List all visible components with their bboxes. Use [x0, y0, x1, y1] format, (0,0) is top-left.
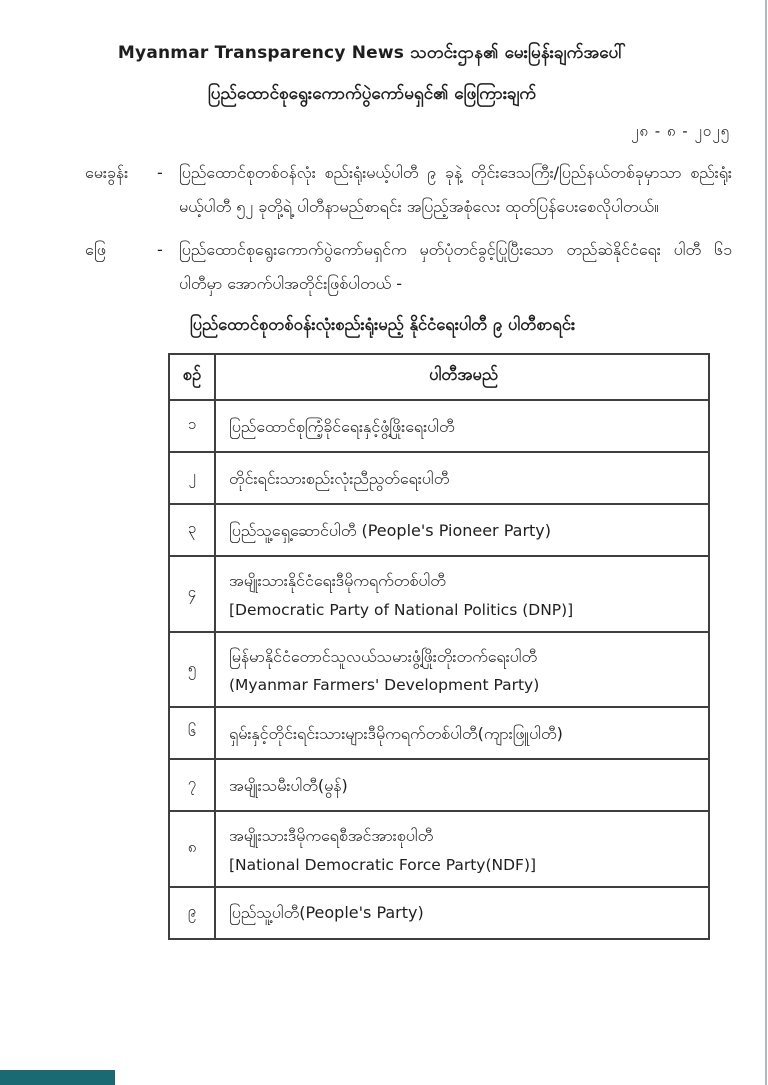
row-serial-number: ၇ [169, 759, 215, 811]
document-title [52, 42, 692, 108]
question-dash: - [157, 163, 163, 182]
title-line-2: ပြည်ထောင်စုရွေးကောက်ပွဲကော်မရှင်၏ ဖြေကြားချက် [207, 84, 537, 104]
page-edge-line [765, 0, 767, 1085]
party-name-burmese: ပြည်သူ့ရှေ့ဆောင်ပါတီ (People's Pioneer Party) [229, 520, 552, 540]
table-row [169, 707, 709, 759]
column-header-party-name: ပါတီအမည် [215, 354, 709, 400]
row-party-name [215, 452, 709, 504]
bottom-left-accent-bar [0, 1070, 115, 1085]
question-label: မေးခွန်း [85, 163, 129, 182]
table-header [169, 354, 709, 400]
table-row [169, 504, 709, 556]
row-serial-number: ၄ [169, 556, 215, 632]
party-name-burmese: အမျိုးသားဒီမိုကရေစီအင်အားစုပါတီ [229, 826, 434, 846]
party-name-burmese: အမျိုးသားနိုင်ငံရေးဒီမိုကရက်တစ်ပါတီ [229, 571, 446, 591]
party-list-table [168, 353, 710, 940]
title-line-1: Myanmar Transparency News သတင်းဌာန၏ မေးမြန်းချက်အပေါ် [117, 43, 627, 63]
party-name-english: (Myanmar Farmers' Development Party) [229, 676, 540, 695]
table-row [169, 556, 709, 632]
column-header-serial: စဉ် [169, 354, 215, 400]
answer-label: ဖြေ [85, 240, 106, 260]
question-row [0, 156, 768, 223]
row-party-name [215, 887, 709, 939]
answer-row [0, 233, 768, 300]
row-party-name [215, 759, 709, 811]
row-serial-number: ၁ [169, 400, 215, 452]
document-date: ၂၈ - ၈ - ၂၀၂၅ [630, 122, 730, 140]
row-party-name [215, 632, 709, 708]
party-name-burmese: တိုင်းရင်းသားစည်းလုံးညီညွတ်ရေးပါတီ [229, 468, 450, 488]
row-serial-number: ၅ [169, 632, 215, 708]
row-party-name [215, 556, 709, 632]
qa-section [0, 156, 768, 300]
table-header-row [169, 354, 709, 400]
table-row [169, 759, 709, 811]
row-serial-number: ၈ [169, 811, 215, 887]
answer-text: ပြည်ထောင်စုရွေးကောက်ပွဲကော်မရှင်က မှတ်ပုံတင်ခွင့်ပြုပြီးသော တည်ဆဲနိုင်ငံရေး ပါတီ ၆၁ ပါတီမှာ အောက်ပါအတိုင်းဖြစ်ပါတယ် - [179, 240, 732, 293]
row-serial-number: ၆ [169, 707, 215, 759]
party-name-burmese: ပြည်ထောင်စုကြံ့ခိုင်ရေးနှင့်ဖွံ့ဖြိုးရေးပါတီ [229, 416, 455, 436]
party-name-burmese: ရှမ်းနှင့်တိုင်းရင်းသားများဒီမိုကရက်တစ်ပါတီ(ကျားဖြူပါတီ) [229, 723, 563, 743]
row-party-name [215, 504, 709, 556]
table-row [169, 632, 709, 708]
row-party-name [215, 811, 709, 887]
table-row [169, 811, 709, 887]
row-party-name [215, 400, 709, 452]
party-name-english: [Democratic Party of National Politics (DNP)] [229, 600, 574, 619]
table-heading: ပြည်ထောင်စုတစ်ဝန်းလုံးစည်းရုံးမည့် နိုင်ငံရေးပါတီ ၉ ပါတီစာရင်း [190, 315, 576, 335]
answer-dash: - [157, 240, 163, 260]
party-name-english: [National Democratic Force Party(NDF)] [229, 855, 537, 874]
party-name-burmese: အမျိုးသမီးပါတီ(မွန်) [229, 775, 348, 795]
party-name-burmese: မြန်မာနိုင်ငံတောင်သူလယ်သမားဖွံ့ဖြိုးတိုးတက်ရေးပါတီ [229, 646, 538, 666]
table-body [169, 400, 709, 939]
table-row [169, 400, 709, 452]
row-party-name [215, 707, 709, 759]
question-text: ပြည်ထောင်စုတစ်ဝန်လုံး စည်းရုံးမယ့်ပါတီ ၉ ခုနဲ့ တိုင်းဒေသကြီး/ပြည်နယ်တစ်ခုမှာသာ စည်းရုံးမယ့်ပါတီ ၅၂ ခုတို့ရဲ့ ပါတီနာမည်စာရင်း အပြည့်အစုံလေး ထုတ်ပြန်ပေးစေလိုပါတယ်။ [179, 163, 732, 216]
table-row [169, 452, 709, 504]
table-row [169, 887, 709, 939]
row-serial-number: ၂ [169, 452, 215, 504]
party-name-burmese: ပြည်သူ့ပါတီ(People's Party) [229, 903, 424, 923]
row-serial-number: ၃ [169, 504, 215, 556]
row-serial-number: ၉ [169, 887, 215, 939]
